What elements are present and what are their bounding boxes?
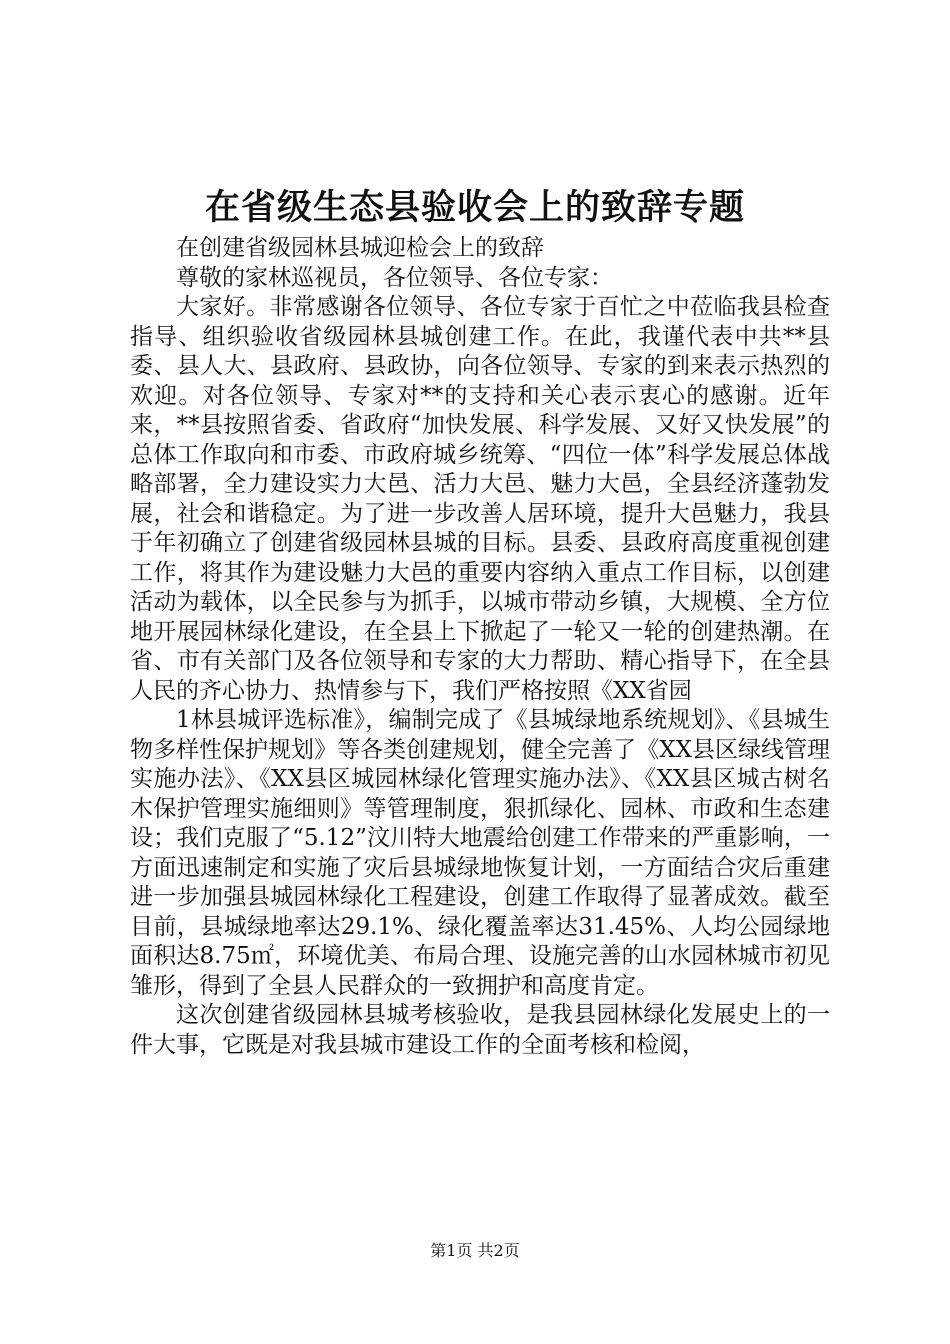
paragraph-subtitle: 在创建省级园林县城迎检会上的致辞 [176, 235, 544, 261]
page-number-footer: 第1页 共2页 [430, 1241, 520, 1260]
paragraph-body: 大家好。非常感谢各位领导、各位专家于百忙之中莅临我县检查指导、组织验收省级园林县城创建工作。在此，我谨代表中共**县委、县人大、县政府、县政协，向各位领导、专家的到来表示热烈的欢迎。对各位领导、专家对**的支持和关心表示衷心的感谢。近年来，**县按照省委、省政府“加快发展、科学发展、又好又快发展”的总体工作取向和市委、市政府城乡统筹、“四位一体”科学发展总体战略部署，全力建设实力大邑、活力大邑、魅力大邑，全县经济蓬勃发展，社会和谐稳定。为了进一步改善人居环境，提升大邑魅力，我县于年初确立了创建省级园林县城的目标。县委、县政府高度重视创建工作，将其作为建设魅力大邑的重要内容纳入重点工作目标，以创建活动为载体，以全民参与为抓手，以城市带动乡镇，大规模、全方位地开展园林绿化建设，在全县上下掀起了一轮又一轮的创建热潮。在省、市有关部门及各位领导和专家的大力帮助、精心指导下，在全县人民的齐心协力、热情参与下，我们严格按照《XX省园 [130, 294, 830, 704]
paragraph-body: 1林县城评选标准》，编制完成了《县城绿地系统规划》、《县城生物多样性保护规划》等各类创建规划，健全完善了《XX县区绿线管理实施办法》、《XX县区城园林绿化管理实施办法》、《XX县区城古树名木保护管理实施细则》等管理制度，狠抓绿化、园林、市政和生态建设；我们克服了“5.12”汶川特大地震给创建工作带来的严重影响，一方面迅速制定和实施了灾后县城绿地恢复计划，一方面结合灾后重建进一步加强县城园林绿化工程建设，创建工作取得了显著成效。截至目前，县城绿地率达29.1%、绿化覆盖率达31.45%、人均公园绿地面积达8.75㎡，环境优美、布局合理、设施完善的山水园林城市初见雏形，得到了全县人民群众的一致拥护和高度肯定。 [130, 707, 830, 999]
paragraph-body: 这次创建省级园林县城考核验收，是我县园林绿化发展史上的一件大事，它既是对我县城市建设工作的全面考核和检阅， [130, 1002, 830, 1058]
document-title: 在省级生态县验收会上的致辞专题 [204, 187, 745, 228]
paragraph-salutation: 尊敬的家林巡视员，各位领导、各位专家： [176, 264, 613, 291]
document-body [130, 234, 830, 1060]
